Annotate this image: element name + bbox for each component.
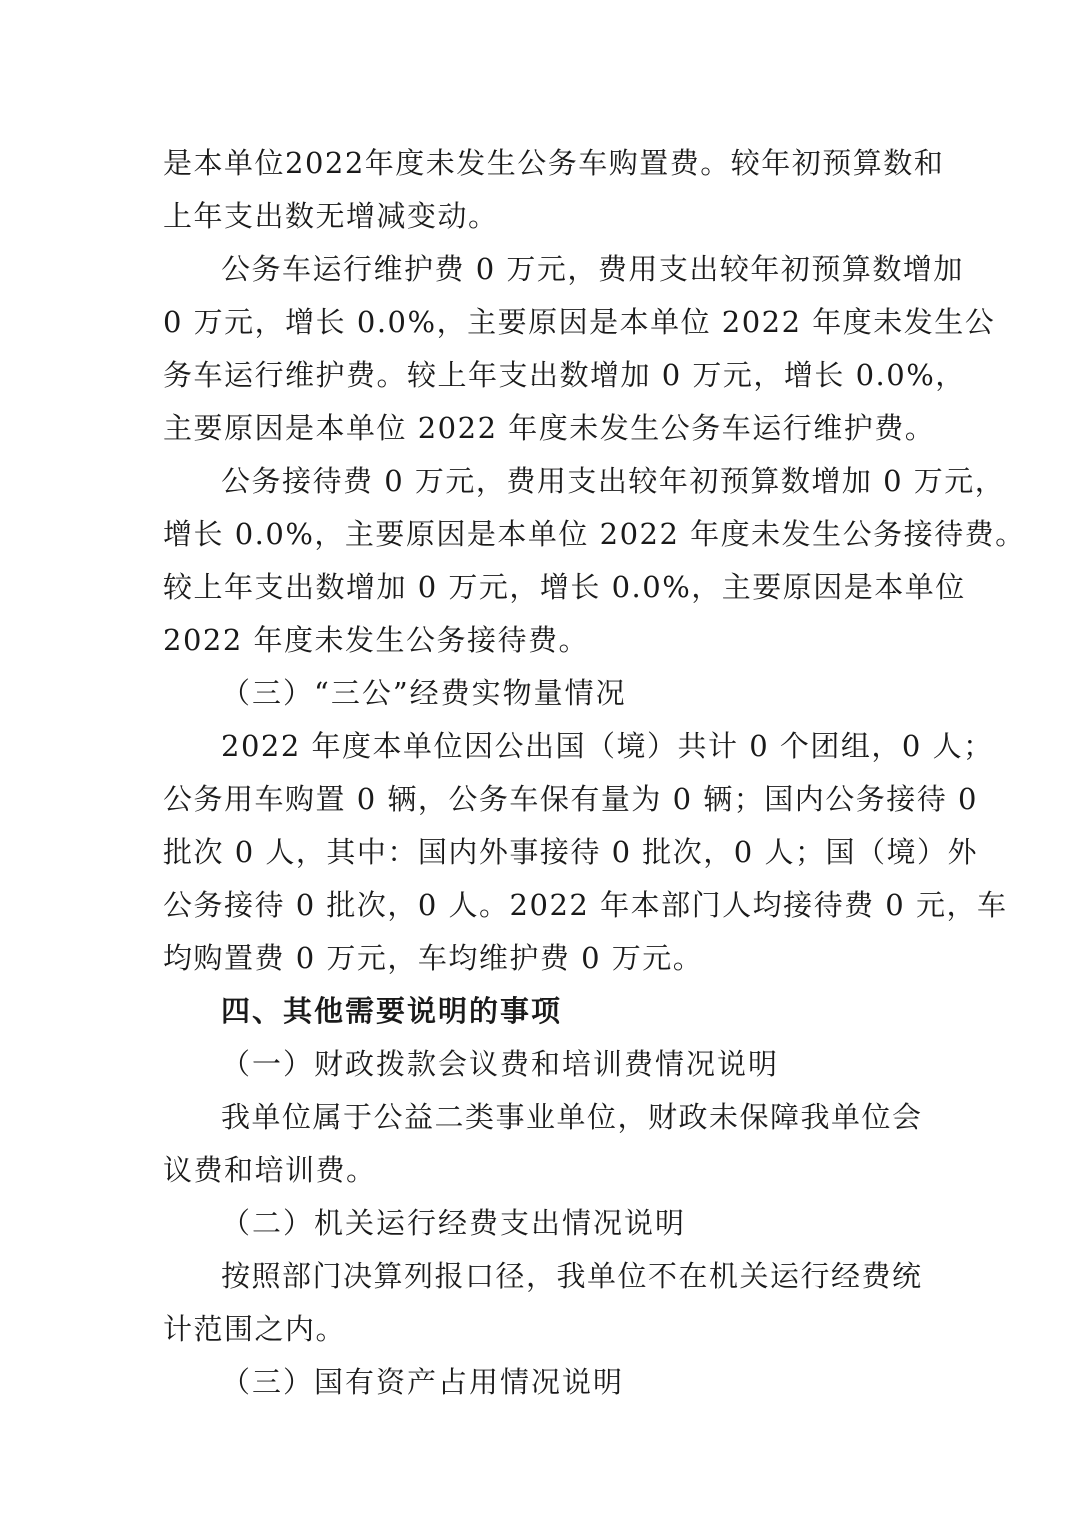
section-heading-other-matters: 四、其他需要说明的事项 xyxy=(221,994,563,1028)
paragraph-vehicle-maintenance xyxy=(163,243,996,455)
sub-heading-operating-expenses: （二）机关运行经费支出情况说明 xyxy=(221,1206,687,1240)
text-line: 较上年支出数增加 0 万元，增长 0.0%，主要原因是本单位 xyxy=(163,570,966,604)
paragraph-vehicle-purchase xyxy=(163,137,945,243)
text-line: 务车运行维护费。较上年支出数增加 0 万元，增长 0.0%， xyxy=(163,358,966,392)
text-line: 公务用车购置 0 辆，公务车保有量为 0 辆；国内公务接待 0 xyxy=(163,782,978,816)
text-line: 增长 0.0%，主要原因是本单位 2022 年度未发生公务接待费。 xyxy=(163,517,1026,551)
text-line: 我单位属于公益二类事业单位，财政未保障我单位会 xyxy=(221,1100,923,1134)
paragraph-physical-quantity xyxy=(163,720,1008,985)
text-line: 是本单位2022年度未发生公务车购置费。较年初预算数和 xyxy=(163,146,945,180)
text-line: 计范围之内。 xyxy=(163,1312,347,1346)
paragraph-meeting-training xyxy=(163,1091,933,1197)
text-line: 公务车运行维护费 0 万元，费用支出较年初预算数增加 xyxy=(221,252,964,286)
sub-heading-physical-quantity: （三）“三公”经费实物量情况 xyxy=(221,676,627,710)
text-line: 公务接待费 0 万元，费用支出较年初预算数增加 0 万元， xyxy=(221,464,1006,498)
text-line: 0 万元，增长 0.0%，主要原因是本单位 2022 年度未发生公 xyxy=(163,305,996,339)
sub-heading-meeting-training: （一）财政拨款会议费和培训费情况说明 xyxy=(221,1047,780,1081)
text-line: 批次 0 人，其中：国内外事接待 0 批次，0 人；国（境）外 xyxy=(163,835,978,869)
text-line: 主要原因是本单位 2022 年度未发生公务车运行维护费。 xyxy=(163,411,936,445)
text-line: 按照部门决算列报口径，我单位不在机关运行经费统 xyxy=(221,1259,923,1293)
text-line: 上年支出数无增减变动。 xyxy=(163,199,499,233)
text-line: 均购置费 0 万元，车均维护费 0 万元。 xyxy=(163,941,704,975)
paragraph-reception xyxy=(163,455,1026,667)
text-line: 议费和培训费。 xyxy=(163,1153,377,1187)
paragraph-operating-expenses xyxy=(163,1250,933,1356)
text-line: 2022 年度本单位因公出国（境）共计 0 个团组，0 人； xyxy=(221,729,994,763)
document-body xyxy=(163,137,1026,1409)
text-line: 2022 年度未发生公务接待费。 xyxy=(163,623,590,657)
text-line: 公务接待 0 批次，0 人。2022 年本部门人均接待费 0 元，车 xyxy=(163,888,1008,922)
sub-heading-state-assets: （三）国有资产占用情况说明 xyxy=(221,1365,625,1399)
